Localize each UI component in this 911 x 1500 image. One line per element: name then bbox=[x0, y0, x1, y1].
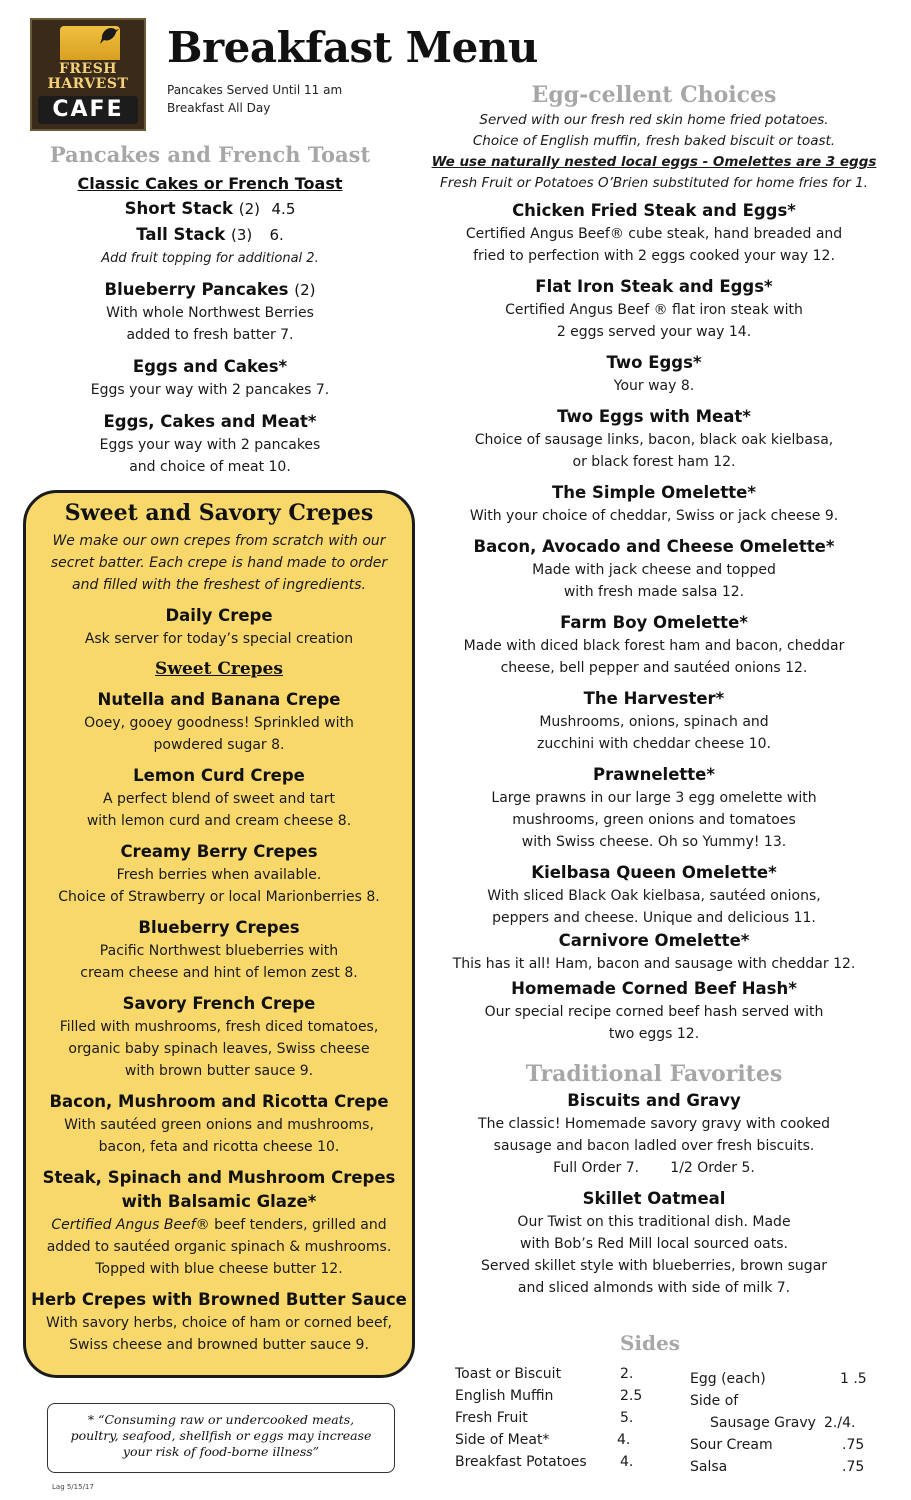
menu-item-chicken-fried-steak: Chicken Fried Steak and Eggs* bbox=[512, 201, 796, 220]
revision-code: Lag 5/15/17 bbox=[52, 1483, 94, 1491]
menu-item-harvester: The Harvester* bbox=[583, 689, 725, 708]
item-desc: sausage and bacon ladled over fresh biscuits. bbox=[493, 1138, 815, 1154]
item-desc: Eggs your way with 2 pancakes 7. bbox=[90, 382, 330, 398]
section-title-pancakes: Pancakes and French Toast bbox=[49, 142, 371, 167]
item-desc: or black forest ham 12. bbox=[572, 454, 736, 470]
side-item: Sausage Gravy 2./4. bbox=[710, 1415, 856, 1431]
logo-text-cafe: CAFE bbox=[38, 96, 138, 124]
item-desc: two eggs 12. bbox=[608, 1026, 700, 1042]
item-desc: Our special recipe corned beef hash served with bbox=[484, 1004, 824, 1020]
menu-item-lemon-curd-crepe: Lemon Curd Crepe bbox=[133, 766, 305, 785]
menu-item-daily-crepe: Daily Crepe bbox=[165, 606, 273, 625]
menu-item-bacon-mushroom-ricotta-crepe: Bacon, Mushroom and Ricotta Crepe bbox=[49, 1092, 389, 1111]
item-desc: Certified Angus Beef® beef tenders, grilled and bbox=[51, 1217, 387, 1233]
item-desc: with fresh made salsa 12. bbox=[563, 584, 745, 600]
item-desc: and choice of meat 10. bbox=[129, 459, 291, 475]
biscuits-gravy-prices: Full Order 7. 1/2 Order 5. bbox=[553, 1160, 755, 1176]
side-item: Side of Meat* 4. bbox=[455, 1432, 631, 1448]
item-desc: fried to perfection with 2 eggs cooked your way 12. bbox=[473, 248, 835, 264]
crepes-intro: We make our own crepes from scratch with our bbox=[52, 533, 386, 549]
item-desc: Eggs your way with 2 pancakes bbox=[99, 437, 321, 453]
menu-item-steak-spinach-crepes-line2: with Balsamic Glaze* bbox=[121, 1192, 317, 1211]
food-safety-notice: * “Consuming raw or undercooked meats, poultry, seafood, shellfish or eggs may increase your risk of food-borne illness” bbox=[47, 1403, 395, 1473]
fruit-topping-note: Add fruit topping for additional 2. bbox=[101, 251, 319, 266]
item-desc: This has it all! Ham, bacon and sausage with cheddar 12. bbox=[452, 956, 856, 972]
side-item: Fresh Fruit 5. bbox=[455, 1410, 634, 1426]
item-desc: Choice of Strawberry or local Marionberries 8. bbox=[58, 889, 380, 905]
item-desc: Our Twist on this traditional dish. Made bbox=[517, 1214, 791, 1230]
item-desc: Choice of sausage links, bacon, black oak kielbasa, bbox=[474, 432, 834, 448]
item-desc: Made with jack cheese and topped bbox=[532, 562, 776, 578]
cafe-logo bbox=[30, 18, 146, 131]
item-desc: Certified Angus Beef® cube steak, hand breaded and bbox=[465, 226, 843, 242]
page-title: Breakfast Menu bbox=[167, 23, 538, 72]
item-desc: With savory herbs, choice of ham or corned beef, bbox=[46, 1315, 392, 1331]
item-desc: Topped with blue cheese butter 12. bbox=[95, 1261, 343, 1277]
section-title-traditional: Traditional Favorites bbox=[525, 1061, 783, 1087]
item-desc: powdered sugar 8. bbox=[153, 737, 285, 753]
side-item: Breakfast Potatoes 4. bbox=[455, 1454, 634, 1470]
item-desc: added to sautéed organic spinach & mushrooms. bbox=[46, 1239, 392, 1255]
section-title-crepes: Sweet and Savory Crepes bbox=[64, 500, 374, 526]
item-desc: Fresh berries when available. bbox=[116, 867, 322, 883]
item-desc: 2 eggs served your way 14. bbox=[556, 324, 752, 340]
menu-item-creamy-berry-crepes: Creamy Berry Crepes bbox=[120, 842, 318, 861]
item-desc: Swiss cheese and browned butter sauce 9. bbox=[69, 1337, 369, 1353]
side-item: Salsa .75 bbox=[690, 1459, 865, 1475]
item-desc: Pacific Northwest blueberries with bbox=[99, 943, 339, 959]
menu-item-blueberry-pancakes: Blueberry Pancakes (2) bbox=[104, 280, 316, 299]
menu-item-farm-boy-omelette: Farm Boy Omelette* bbox=[560, 613, 748, 632]
menu-item-simple-omelette: The Simple Omelette* bbox=[552, 483, 756, 502]
item-desc: Ooey, gooey goodness! Sprinkled with bbox=[84, 715, 354, 731]
item-desc: with Bob’s Red Mill local sourced oats. bbox=[520, 1236, 788, 1252]
item-desc: cheese, bell pepper and sautéed onions 12. bbox=[500, 660, 808, 676]
menu-item-prawnelette: Prawnelette* bbox=[593, 765, 715, 784]
menu-item-skillet-oatmeal: Skillet Oatmeal bbox=[582, 1189, 726, 1208]
item-desc: Large prawns in our large 3 egg omelette with bbox=[491, 790, 817, 806]
menu-item-corned-beef-hash: Homemade Corned Beef Hash* bbox=[511, 979, 797, 998]
side-item: Toast or Biscuit 2. bbox=[455, 1366, 634, 1382]
item-desc: With sliced Black Oak kielbasa, sautéed onions, bbox=[487, 888, 821, 904]
item-desc: organic baby spinach leaves, Swiss cheese bbox=[68, 1041, 370, 1057]
item-desc: with brown butter sauce 9. bbox=[124, 1063, 314, 1079]
header-note-breakfast: Breakfast All Day bbox=[167, 101, 271, 115]
section-title-sides: Sides bbox=[619, 1331, 680, 1355]
menu-item-flat-iron-steak: Flat Iron Steak and Eggs* bbox=[535, 277, 773, 296]
menu-item-two-eggs-meat: Two Eggs with Meat* bbox=[557, 407, 751, 426]
side-item: Side of bbox=[690, 1393, 739, 1409]
item-desc: With sautéed green onions and mushrooms, bbox=[64, 1117, 374, 1133]
menu-item-savory-french-crepe: Savory French Crepe bbox=[122, 994, 316, 1013]
menu-item-eggs-and-cakes: Eggs and Cakes* bbox=[132, 357, 288, 376]
crepes-intro: secret batter. Each crepe is hand made to order bbox=[50, 555, 388, 571]
item-desc: cream cheese and hint of lemon zest 8. bbox=[80, 965, 358, 981]
section-title-eggs: Egg-cellent Choices bbox=[531, 82, 777, 108]
item-desc: Ask server for today’s special creation bbox=[84, 631, 354, 647]
item-desc: A perfect blend of sweet and tart bbox=[102, 791, 336, 807]
side-item: Sour Cream .75 bbox=[690, 1437, 865, 1453]
item-desc: added to fresh batter 7. bbox=[126, 327, 294, 343]
crepes-section bbox=[23, 496, 415, 1356]
menu-item-kielbasa-queen-omelette: Kielbasa Queen Omelette* bbox=[531, 863, 777, 882]
menu-item-nutella-crepe: Nutella and Banana Crepe bbox=[97, 690, 341, 709]
header-note-pancakes: Pancakes Served Until 11 am bbox=[167, 83, 343, 97]
pancakes-section bbox=[10, 140, 410, 478]
crepes-intro: and filled with the freshest of ingredients. bbox=[72, 577, 366, 593]
item-desc: peppers and cheese. Unique and delicious 11. bbox=[492, 910, 816, 926]
menu-item-carnivore-omelette: Carnivore Omelette* bbox=[558, 931, 750, 950]
item-desc: and sliced almonds with side of milk 7. bbox=[517, 1280, 791, 1296]
item-desc: Filled with mushrooms, fresh diced tomatoes, bbox=[59, 1019, 379, 1035]
item-desc: The classic! Homemade savory gravy with cooked bbox=[478, 1116, 830, 1132]
menu-item-short-stack: Short Stack (2) 4.5 bbox=[124, 199, 296, 218]
menu-item-steak-spinach-crepes: Steak, Spinach and Mushroom Crepes bbox=[42, 1168, 396, 1187]
classic-cakes-title: Classic Cakes or French Toast bbox=[77, 174, 343, 193]
item-desc: bacon, feta and ricotta cheese 10. bbox=[98, 1139, 340, 1155]
logo-text-top: FRESH HARVEST bbox=[47, 61, 129, 92]
menu-item-two-eggs: Two Eggs* bbox=[606, 353, 702, 372]
item-desc: with lemon curd and cream cheese 8. bbox=[86, 813, 352, 829]
menu-item-bacon-avocado-omelette: Bacon, Avocado and Cheese Omelette* bbox=[473, 537, 835, 556]
eggs-section bbox=[430, 80, 878, 1299]
item-desc: Your way 8. bbox=[613, 378, 695, 394]
item-desc: mushrooms, green onions and tomatoes bbox=[512, 812, 796, 828]
menu-item-eggs-cakes-meat: Eggs, Cakes and Meat* bbox=[103, 412, 317, 431]
bird-icon bbox=[98, 22, 120, 48]
menu-item-biscuits-gravy: Biscuits and Gravy bbox=[567, 1091, 741, 1110]
item-desc: with Swiss cheese. Oh so Yummy! 13. bbox=[521, 834, 787, 850]
item-desc: Mushrooms, onions, spinach and bbox=[539, 714, 769, 730]
side-item: Egg (each) 1 .5 bbox=[690, 1371, 867, 1387]
eggs-intro: Served with our fresh red skin home fried potatoes. bbox=[479, 112, 829, 128]
side-item: English Muffin 2.5 bbox=[455, 1388, 643, 1404]
sweet-crepes-heading: Sweet Crepes bbox=[155, 659, 283, 679]
eggs-intro: Fresh Fruit or Potatoes O’Brien substituted for home fries for 1. bbox=[440, 175, 868, 191]
item-desc: zucchini with cheddar cheese 10. bbox=[537, 736, 771, 752]
sides-list-left bbox=[455, 1363, 655, 1473]
eggs-intro: Choice of English muffin, fresh baked biscuit or toast. bbox=[472, 133, 836, 149]
item-desc: With your choice of cheddar, Swiss or jack cheese 9. bbox=[469, 508, 839, 524]
menu-item-blueberry-crepes: Blueberry Crepes bbox=[138, 918, 300, 937]
item-desc: Made with diced black forest ham and bacon, cheddar bbox=[463, 638, 845, 654]
item-desc: Certified Angus Beef ® flat iron steak with bbox=[505, 302, 803, 318]
eggs-intro-local: We use naturally nested local eggs - Omelettes are 3 eggs bbox=[431, 154, 877, 170]
item-desc: Served skillet style with blueberries, brown sugar bbox=[480, 1258, 828, 1274]
sides-list-right bbox=[690, 1368, 890, 1478]
menu-item-herb-crepes: Herb Crepes with Browned Butter Sauce bbox=[31, 1290, 407, 1309]
menu-item-tall-stack: Tall Stack (3) 6. bbox=[136, 225, 284, 244]
item-desc: With whole Northwest Berries bbox=[106, 305, 314, 321]
